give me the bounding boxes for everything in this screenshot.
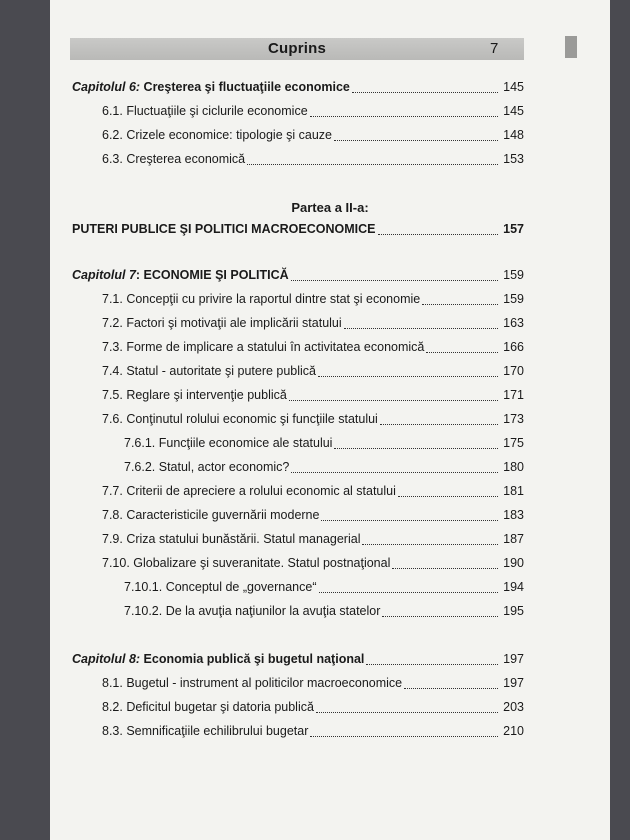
toc-page: 197 <box>503 676 524 690</box>
toc-page: 145 <box>503 104 524 118</box>
toc-page: 210 <box>503 724 524 738</box>
toc-entry <box>102 676 524 690</box>
leader-dots <box>319 583 499 593</box>
part-title: PUTERI PUBLICE ŞI POLITICI MACROECONOMICE <box>72 222 376 236</box>
toc-page: 157 <box>503 222 524 236</box>
leader-dots <box>310 727 498 737</box>
toc-label: 7.9. Criza statului bunăstării. Statul managerial <box>102 532 361 546</box>
toc-entry <box>102 532 524 546</box>
toc-entry <box>102 700 524 714</box>
page-edge-mark <box>565 36 577 58</box>
toc-entry <box>102 104 524 118</box>
toc-subentry <box>124 604 524 618</box>
toc-chapter-8 <box>72 652 524 666</box>
leader-dots <box>289 391 498 401</box>
leader-dots <box>366 655 498 665</box>
toc-page: 153 <box>503 152 524 166</box>
leader-dots <box>392 559 498 569</box>
header-bar <box>70 38 524 60</box>
toc-label: 7.5. Reglare şi intervenţie publică <box>102 388 287 402</box>
toc-entry <box>102 292 524 306</box>
toc-label: 7.1. Concepţii cu privire la raportul dintre stat şi economie <box>102 292 421 306</box>
toc-subentry <box>124 436 524 450</box>
chapter-title: Economia publică şi bugetul naţional <box>140 652 365 666</box>
toc-label: 7.8. Caracteristicile guvernării moderne <box>102 508 320 522</box>
toc-page: 194 <box>503 580 524 594</box>
toc-label: 6.2. Crizele economice: tipologie şi cauze <box>102 128 332 142</box>
page-title: Cuprins <box>267 40 327 57</box>
toc-entry <box>102 508 524 522</box>
leader-dots <box>321 511 498 521</box>
toc-page: 166 <box>503 340 524 354</box>
leader-dots <box>426 343 498 353</box>
leader-dots <box>362 535 498 545</box>
leader-dots <box>310 107 498 117</box>
book-page <box>50 0 610 840</box>
part-heading: Partea a II-a: <box>291 200 369 215</box>
toc-page: 148 <box>503 128 524 142</box>
chapter-prefix: Capitolul 6: <box>72 80 141 94</box>
toc-label: 7.6.1. Funcţiile economice ale statului <box>124 436 333 450</box>
toc-subentry <box>124 460 524 474</box>
leader-dots <box>334 131 498 141</box>
leader-dots <box>291 271 498 281</box>
toc-label: 8.1. Bugetul - instrument al politicilor macroeconomice <box>102 676 403 690</box>
toc-entry <box>102 340 524 354</box>
leader-dots <box>291 463 498 473</box>
toc-label: 7.4. Statul - autoritate şi putere publică <box>102 364 317 378</box>
leader-dots <box>352 83 498 93</box>
toc-label: 8.3. Semnificaţiile echilibrului bugetar <box>102 724 309 738</box>
leader-dots <box>398 487 498 497</box>
page-number: 7 <box>490 40 499 57</box>
leader-dots <box>404 679 498 689</box>
toc-label: 7.6. Conţinutul rolului economic şi funcţiile statului <box>102 412 378 426</box>
chapter-prefix: Capitolul 7 <box>72 268 136 282</box>
toc-page: 203 <box>503 700 524 714</box>
leader-dots <box>334 439 498 449</box>
toc-page: 197 <box>503 652 524 666</box>
leader-dots <box>344 319 498 329</box>
toc-label: 6.3. Creşterea economică <box>102 152 246 166</box>
toc-label: 7.10.1. Conceptul de „governance“ <box>124 580 317 594</box>
toc-page: 175 <box>503 436 524 450</box>
toc-entry <box>102 556 524 570</box>
leader-dots <box>247 155 498 165</box>
toc-label: 7.10.2. De la avuţia naţiunilor la avuţia statelor <box>124 604 381 618</box>
leader-dots <box>378 225 499 235</box>
toc-part-2 <box>72 222 524 236</box>
toc-label: 8.2. Deficitul bugetar şi datoria publică <box>102 700 314 714</box>
leader-dots <box>380 415 498 425</box>
toc-page: 159 <box>503 268 524 282</box>
leader-dots <box>422 295 498 305</box>
toc-page: 187 <box>503 532 524 546</box>
toc-chapter-7 <box>72 268 524 282</box>
leader-dots <box>382 607 498 617</box>
toc-label: 7.3. Forme de implicare a statului în activitatea economică <box>102 340 425 354</box>
toc-entry <box>102 316 524 330</box>
toc-page: 190 <box>503 556 524 570</box>
toc-page: 183 <box>503 508 524 522</box>
toc-page: 173 <box>503 412 524 426</box>
chapter-title: Creşterea şi fluctuaţiile economice <box>140 80 350 94</box>
toc-page: 171 <box>503 388 524 402</box>
chapter-prefix: Capitolul 8: <box>72 652 141 666</box>
toc-subentry <box>124 580 524 594</box>
toc-label: 7.6.2. Statul, actor economic? <box>124 460 290 474</box>
leader-dots <box>318 367 498 377</box>
toc-entry <box>102 152 524 166</box>
toc-label: 7.7. Criterii de apreciere a rolului economic al statului <box>102 484 396 498</box>
toc-page: 195 <box>503 604 524 618</box>
chapter-title: : ECONOMIE ŞI POLITICĂ <box>135 268 289 282</box>
toc-page: 181 <box>503 484 524 498</box>
toc-page: 163 <box>503 316 524 330</box>
toc-entry <box>102 724 524 738</box>
toc-page: 145 <box>503 80 524 94</box>
toc-entry <box>102 364 524 378</box>
toc-label: 7.2. Factori şi motivaţii ale implicării statului <box>102 316 342 330</box>
leader-dots <box>316 703 498 713</box>
toc-page: 180 <box>503 460 524 474</box>
toc-entry <box>102 388 524 402</box>
toc-page: 170 <box>503 364 524 378</box>
toc-label: 7.10. Globalizare şi suveranitate. Statul postnaţional <box>102 556 391 570</box>
toc-entry <box>102 412 524 426</box>
toc-entry <box>102 128 524 142</box>
toc-label: 6.1. Fluctuaţiile şi ciclurile economice <box>102 104 308 118</box>
toc-entry <box>102 484 524 498</box>
toc-page: 159 <box>503 292 524 306</box>
toc-chapter-6 <box>72 80 524 94</box>
